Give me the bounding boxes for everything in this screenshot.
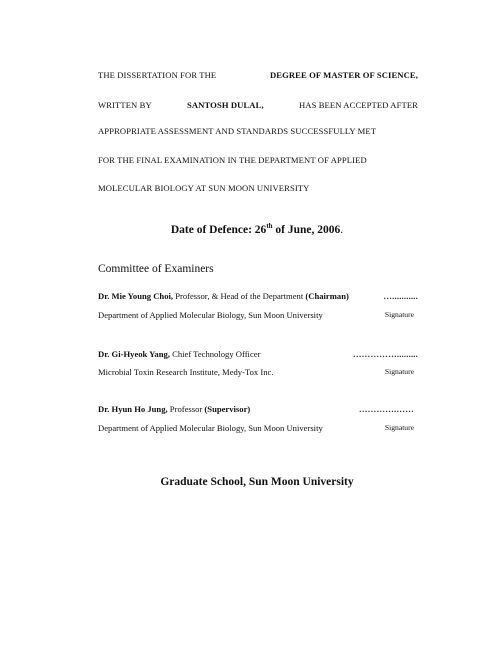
statement-line-5: [98, 183, 418, 193]
statement-line-1-text: THE DISSERTATION FOR THE: [98, 70, 217, 80]
statement-line-2: [98, 100, 418, 110]
examiner-3-name: Dr. Hyun Ho Jung,: [98, 404, 168, 414]
examiner-3-role: (Supervisor): [204, 404, 251, 414]
statement-line-4: [98, 155, 418, 165]
defence-period: .: [340, 223, 344, 236]
examiner-3-signature-line: ………….……: [358, 404, 414, 414]
author-name: SANTOSH DULAL,: [187, 100, 264, 110]
statement-line-4-text: FOR THE FINAL EXAMINATION IN THE DEPARTMENT OF APPLIED: [98, 155, 367, 165]
examiner-2-affiliation-line: [98, 367, 418, 377]
defence-label: Date of Defence: 26: [170, 223, 267, 236]
examiner-2-signature-label: Signature: [384, 367, 414, 376]
examiner-3-title: Professor: [167, 404, 205, 414]
examiner-1-name: Dr. Mie Young Choi,: [98, 291, 174, 301]
examiner-2-signature-line: …………….........: [352, 349, 418, 359]
statement-line-3-text: APPROPRIATE ASSESSMENT AND STANDARDS SUCCESSFULLY MET: [98, 126, 377, 136]
examiner-3-affiliation: Department of Applied Molecular Biology, Sun Moon University: [98, 423, 323, 433]
graduate-school-footer: Graduate School, Sun Moon University: [160, 476, 354, 488]
examiner-1-role: (Chairman): [305, 291, 349, 301]
examiner-1-signature-label: Signature: [384, 310, 414, 319]
examiner-1-title: Professor, & Head of the Department: [173, 291, 306, 301]
date-of-defence: [0, 222, 480, 236]
degree-title: DEGREE OF MASTER OF SCIENCE,: [269, 70, 418, 80]
accepted-text: HAS BEEN ACCEPTED AFTER: [298, 100, 418, 110]
examiner-2-name: Dr. Gi-Hyeok Yang,: [98, 349, 170, 359]
examiner-1-signature-line: …...........: [383, 291, 418, 301]
examiner-3-name-line: [98, 404, 418, 414]
examiner-3-affiliation-line: [98, 423, 418, 433]
examiner-3-signature-label: Signature: [384, 423, 414, 432]
examiner-1-name-line: [98, 291, 418, 301]
examiner-1-affiliation: Department of Applied Molecular Biology, Sun Moon University: [98, 310, 323, 320]
statement-line-3: [98, 126, 418, 136]
defence-month-year: of June, 2006: [272, 223, 341, 236]
examiner-2-affiliation: Microbial Toxin Research Institute, Medy-Tox Inc.: [98, 367, 274, 377]
committee-heading: Committee of Examiners: [98, 263, 214, 275]
examiner-2-title: Chief Technology Officer: [169, 349, 261, 359]
examiner-2-name-line: [98, 349, 418, 359]
statement-line-5-text: MOLECULAR BIOLOGY AT SUN MOON UNIVERSITY: [98, 183, 310, 193]
written-by-text: WRITTEN BY: [98, 100, 152, 110]
examiner-1-affiliation-line: [98, 310, 418, 320]
statement-line-1: [98, 70, 418, 80]
defence-day-suffix: th: [266, 222, 273, 230]
